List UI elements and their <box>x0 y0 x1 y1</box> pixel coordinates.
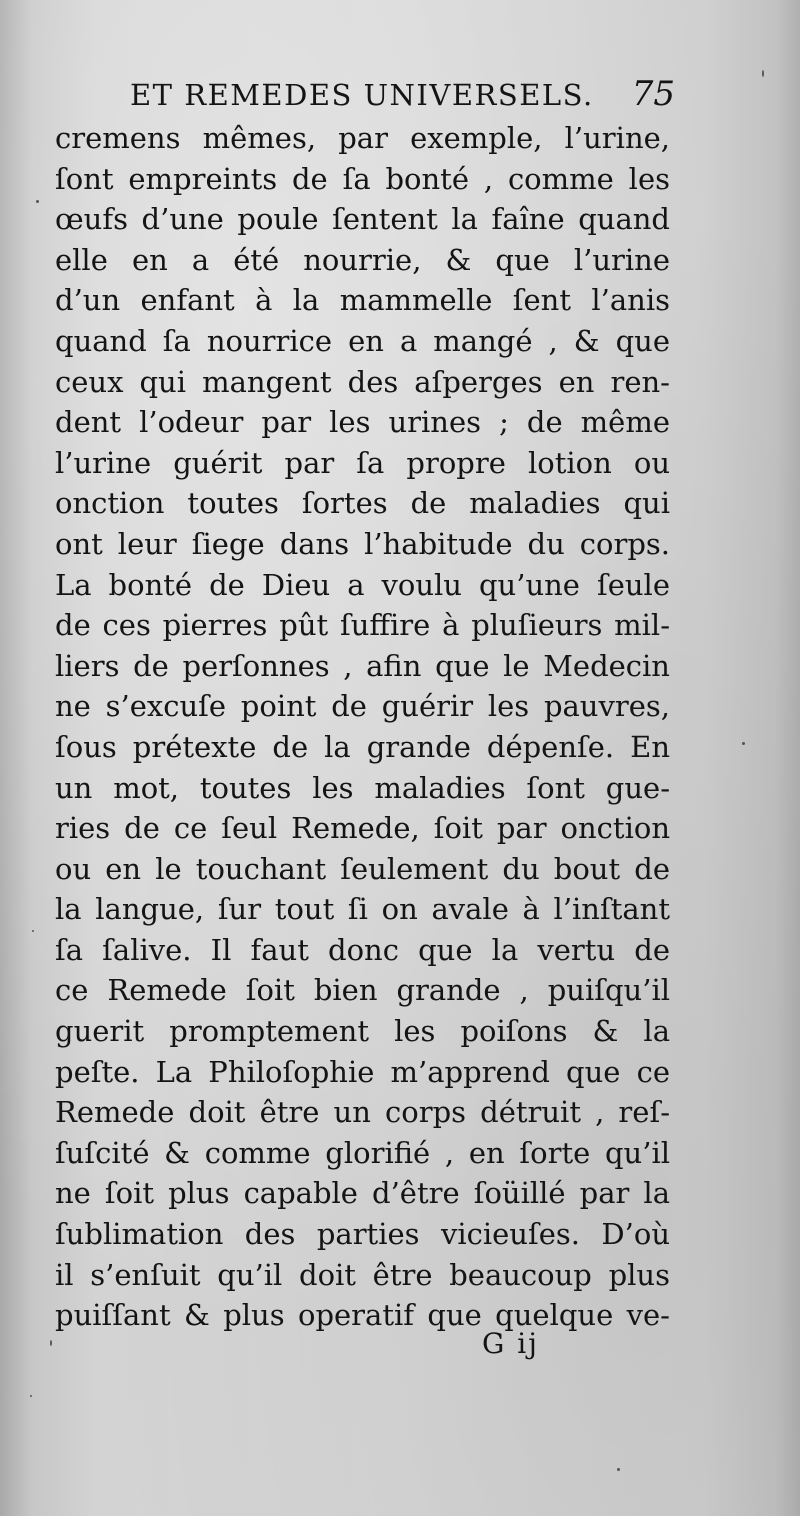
text-line: dent l’odeur par les urines ; de même <box>55 405 670 440</box>
text-line: ou en le touchant ſeulement du bout de <box>55 851 670 886</box>
text-line: il s’enſuit qu’il doit être beaucoup plus <box>55 1257 670 1292</box>
text-line: cremens mêmes, par exemple, l’urine, <box>55 121 670 155</box>
text-line: ne ſoit plus capable d’être ſoüillé par la <box>55 1176 670 1211</box>
text-line: un mot, toutes les maladies ſont gue- <box>55 770 670 805</box>
text-line: ont leur ſiege dans l’habitude du corps. <box>55 526 670 561</box>
text-line: ries de ce ſeul Remede, ſoit par onction <box>55 811 670 846</box>
text-line: ſublimation des parties vicieuſes. D’où <box>55 1217 670 1252</box>
text-line: elle en a été nourrie, & que l’urine <box>55 242 670 277</box>
text-line: ſuſcité & comme glorifié , en ſorte qu’il <box>55 1135 670 1170</box>
text-line: onction toutes ſortes de maladies qui <box>55 486 670 521</box>
running-title: ET REMEDES UNIVERSELS. <box>130 78 594 112</box>
body-text <box>55 118 670 1336</box>
text-line: puiſſant & plus operatif que quelque ve- <box>55 1298 670 1333</box>
text-line: guerit promptement les poiſons & la <box>55 1014 670 1049</box>
text-line: ſa ſalive. Il faut donc que la vertu de <box>55 932 670 967</box>
text-line: quand ſa nourrice en a mangé , & que <box>55 323 670 358</box>
page-header <box>130 72 675 122</box>
text-line: La bonté de Dieu a voulu qu’une ſeule <box>55 567 670 602</box>
text-line: liers de perſonnes , afin que le Medecin <box>55 648 670 683</box>
page-number: 75 <box>631 74 675 114</box>
signature-mark: G ij <box>482 1327 539 1360</box>
text-line: ne s’excuſe point de guérir les pauvres, <box>55 689 670 724</box>
text-line: peſte. La Philoſophie m’apprend que ce <box>55 1054 670 1089</box>
text-line: la langue, ſur tout ſi on avale à l’inſtant <box>55 892 670 927</box>
text-line: œufs d’une poule ſentent la faîne quand <box>55 202 670 237</box>
text-line: ſont empreints de ſa bonté , comme les <box>55 161 670 196</box>
text-line: de ces pierres pût ſuffire à pluſieurs mil- <box>55 608 670 643</box>
text-line: ſous prétexte de la grande dépenſe. En <box>55 729 670 764</box>
text-line: l’urine guérit par ſa propre lotion ou <box>55 445 670 480</box>
text-line: ceux qui mangent des aſperges en ren- <box>55 364 670 399</box>
text-line: ce Remede ſoit bien grande , puiſqu’il <box>55 973 670 1008</box>
text-line: d’un enfant à la mammelle ſent l’anis <box>55 283 670 318</box>
text-line: Remede doit être un corps détruit , reſ- <box>55 1095 670 1130</box>
